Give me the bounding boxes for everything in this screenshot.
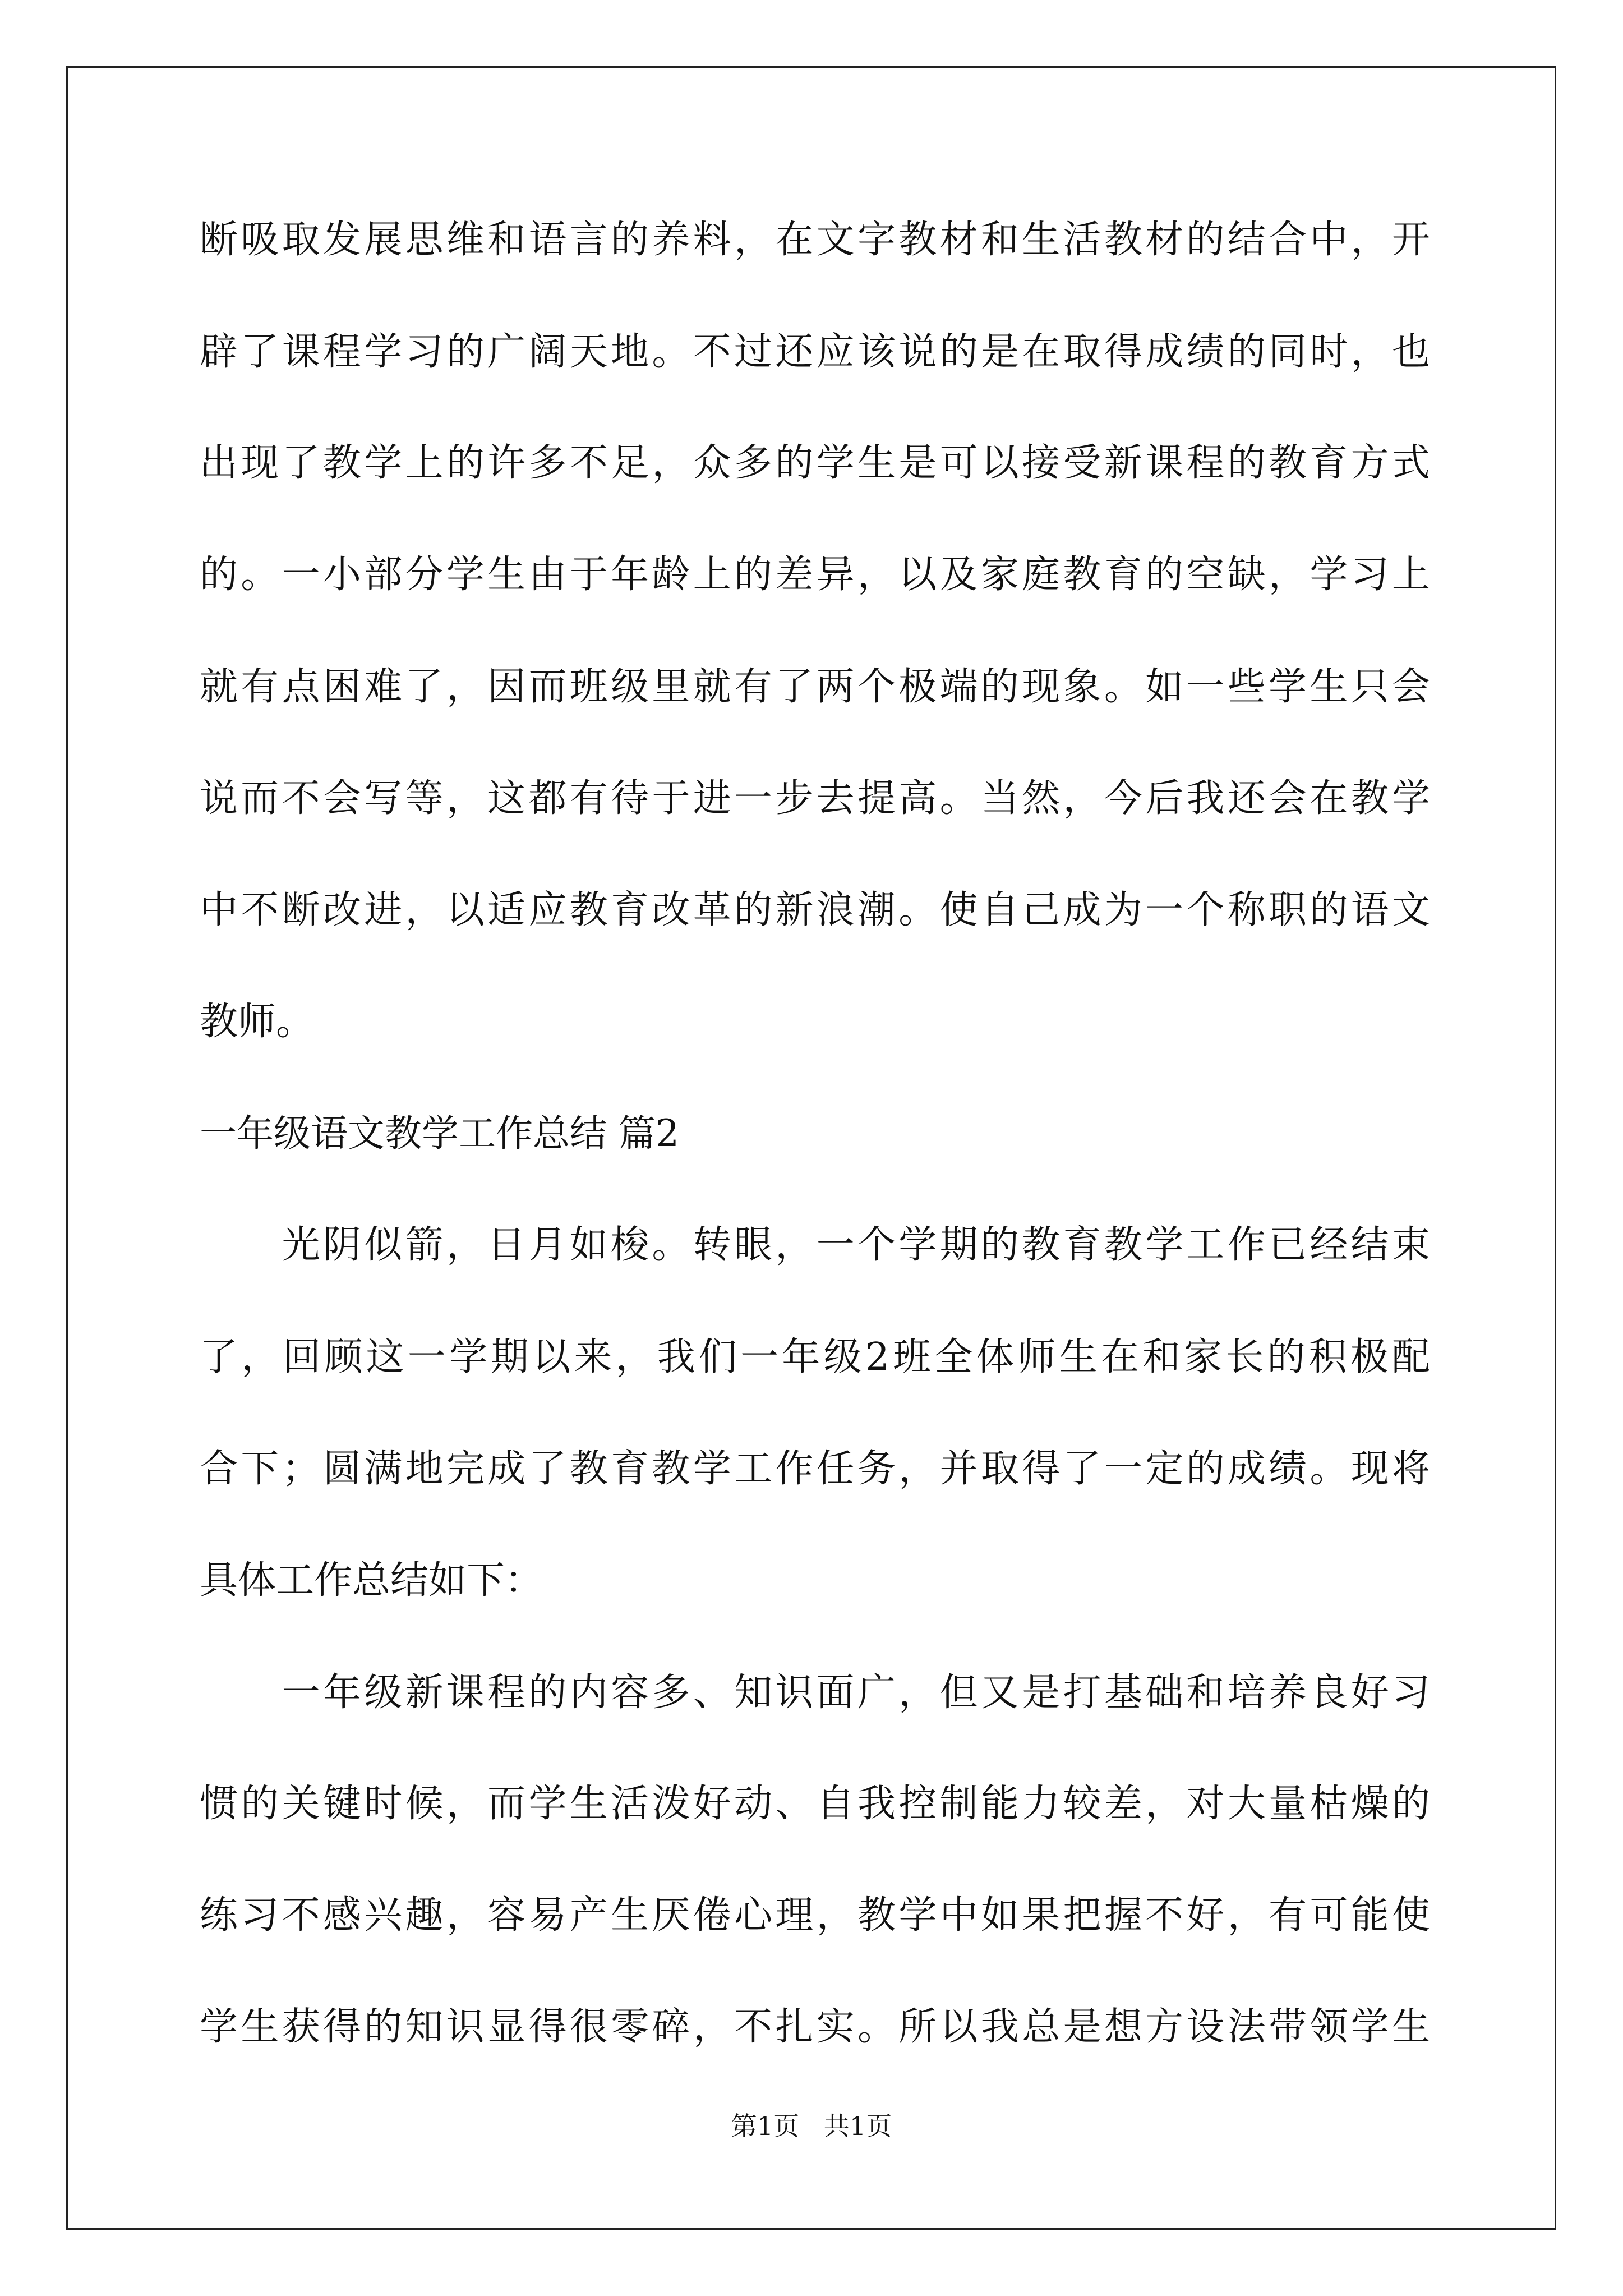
- paragraph-line: 教师。: [200, 1000, 315, 1044]
- paragraph-line: 一年级新课程的内容多、知识面广，但又是打基础和培养良好习: [200, 1671, 1430, 1715]
- paragraph-line: 具体工作总结如下：: [200, 1558, 543, 1603]
- paragraph-line: 中不断改进，以适应教育改革的新浪潮。使自己成为一个称职的语文: [200, 888, 1430, 932]
- paragraph-line: 出现了教学上的许多不足，众多的学生是可以接受新课程的教育方式: [200, 441, 1430, 485]
- paragraph-line: 的。一小部分学生由于年龄上的差异，以及家庭教育的空缺，学习上: [200, 553, 1430, 597]
- section-heading: 一年级语文教学工作总结 篇2: [200, 1112, 679, 1155]
- paragraph-line: 惯的关键时候，而学生活泼好动、自我控制能力较差，对大量枯燥的: [200, 1782, 1430, 1826]
- page-footer: 第1页 共1页: [731, 2111, 892, 2141]
- paragraph-line: 了，回顾这一学期以来，我们一年级2班全体师生在和家长的积极配: [200, 1335, 1430, 1379]
- paragraph-line: 断吸取发展思维和语言的养料，在文字教材和生活教材的结合中，开: [200, 218, 1430, 262]
- paragraph-line: 辟了课程学习的广阔天地。不过还应该说的是在取得成绩的同时，也: [200, 330, 1430, 374]
- paragraph-line: 学生获得的知识显得很零碎，不扎实。所以我总是想方设法带领学生: [200, 2005, 1430, 2049]
- paragraph-line: 合下；圆满地完成了教育教学工作任务，并取得了一定的成绩。现将: [200, 1447, 1430, 1491]
- paragraph-line: 练习不感兴趣，容易产生厌倦心理，教学中如果把握不好，有可能使: [200, 1893, 1430, 1938]
- paragraph-line: 就有点困难了，因而班级里就有了两个极端的现象。如一些学生只会: [200, 665, 1430, 709]
- paragraph-line: 光阴似箭，日月如梭。转眼，一个学期的教育教学工作已经结束: [200, 1223, 1430, 1267]
- paragraph-line: 说而不会写等，这都有待于进一步去提高。当然，今后我还会在教学: [200, 776, 1430, 821]
